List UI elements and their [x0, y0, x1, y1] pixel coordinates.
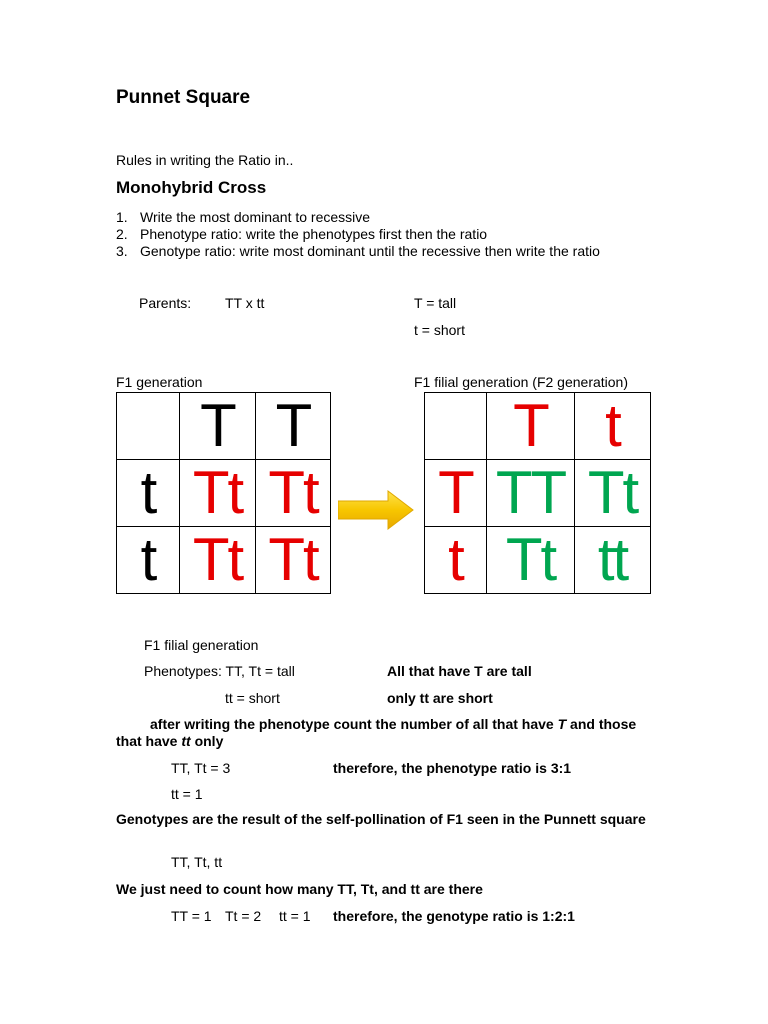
count-short: tt = 1: [171, 786, 203, 802]
list-number: 3.: [116, 243, 128, 259]
grid-cell: Tt: [256, 460, 331, 527]
grid-cell: T: [180, 393, 256, 460]
list-item: [116, 209, 600, 226]
grid-cell: tt: [575, 527, 651, 594]
grid-cell: Tt: [487, 527, 575, 594]
allele-key-short: t = short: [414, 322, 465, 338]
instruction-text: after writing the phenotype count the number of all that have: [150, 716, 558, 732]
grid-cell: T: [425, 460, 487, 527]
phenotypes-line: Phenotypes: TT, Tt = tall: [144, 663, 295, 679]
short-note: only tt are short: [387, 690, 493, 706]
grid-cell: T: [256, 393, 331, 460]
grid-cell: t: [575, 393, 651, 460]
grid-cell: T: [487, 393, 575, 460]
instruction-emphasis: tt: [181, 733, 191, 749]
grid-cell: TT: [487, 460, 575, 527]
grid-cell: Tt: [256, 527, 331, 594]
table-row: [425, 460, 651, 527]
count-tt: tt = 1: [279, 908, 311, 924]
grid-cell: t: [117, 527, 180, 594]
table-row: [117, 527, 331, 594]
punnett-square-f1: [116, 392, 331, 594]
grid-cell: t: [425, 527, 487, 594]
instruction-emphasis: T: [557, 716, 567, 732]
instruction-text: and those that have: [116, 716, 637, 749]
short-line: tt = short: [225, 690, 280, 706]
grid-cell: Tt: [180, 460, 256, 527]
grid-cell: Tt: [575, 460, 651, 527]
genotype-intro: Genotypes are the result of the self-pollination of F1 seen in the Punnett square: [116, 811, 646, 827]
table-row: [117, 393, 331, 460]
punnett-square-f2: [424, 392, 651, 594]
count-TT: TT = 1: [171, 908, 212, 924]
intro-text: Rules in writing the Ratio in..: [116, 152, 294, 168]
list-text: Phenotype ratio: write the phenotypes first then the ratio: [140, 226, 488, 242]
rules-list: [116, 209, 600, 260]
right-arrow-icon: [338, 490, 414, 530]
page-title: Punnet Square: [116, 87, 251, 108]
parents-cross: TT x tt: [225, 295, 265, 311]
allele-key-tall: T = tall: [414, 295, 457, 311]
section-heading: Monohybrid Cross: [116, 178, 267, 197]
tall-note: All that have T are tall: [387, 663, 532, 679]
genotype-count-instruction: We just need to count how many TT, Tt, and tt are there: [116, 881, 483, 897]
table-row: [425, 527, 651, 594]
list-text: Write the most dominant to recessive: [140, 209, 371, 225]
grid-cell: Tt: [180, 527, 256, 594]
count-instruction: [116, 716, 656, 750]
grid1-caption: F1 generation: [116, 374, 203, 390]
parents-label: Parents:: [139, 295, 192, 311]
genotype-list: TT, Tt, tt: [171, 854, 223, 870]
list-number: 1.: [116, 209, 128, 225]
table-row: [425, 393, 651, 460]
list-number: 2.: [116, 226, 128, 242]
instruction-text: only: [190, 733, 224, 749]
table-row: [117, 460, 331, 527]
grid2-caption: F1 filial generation (F2 generation): [414, 374, 629, 390]
phenotype-ratio: therefore, the phenotype ratio is 3:1: [333, 760, 572, 776]
count-tall: TT, Tt = 3: [171, 760, 231, 776]
list-item: [116, 226, 600, 243]
analysis-heading: F1 filial generation: [144, 637, 259, 653]
list-item: [116, 243, 600, 260]
grid-cell: [425, 393, 487, 460]
list-text: Genotype ratio: write most dominant until the recessive then write the ratio: [140, 243, 600, 259]
genotype-ratio: therefore, the genotype ratio is 1:2:1: [333, 908, 575, 924]
grid-cell: t: [117, 460, 180, 527]
count-Tt: Tt = 2: [225, 908, 262, 924]
grid-cell: [117, 393, 180, 460]
